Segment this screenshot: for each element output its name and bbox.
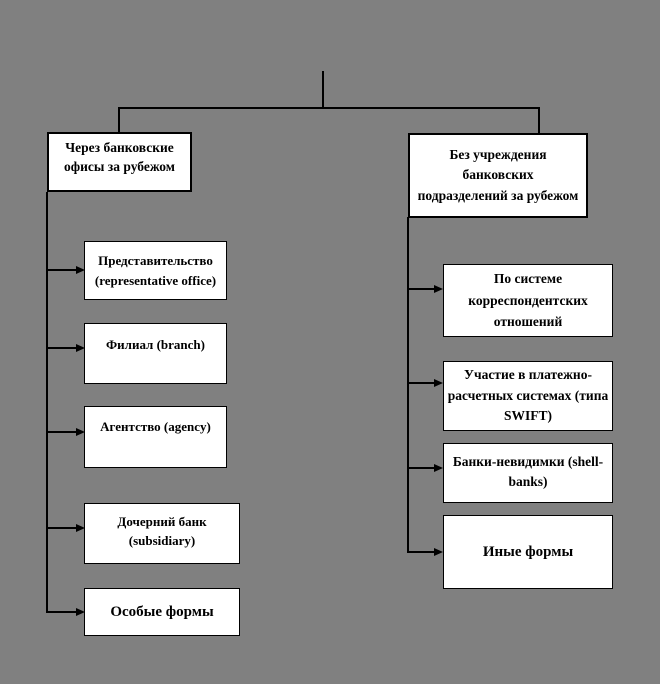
arrow-line-left-3 — [48, 431, 77, 433]
connector-top-horizontal — [119, 107, 540, 109]
node-branch: Филиал (branch) — [84, 323, 227, 384]
node-shell-banks: Банки-невидимки (shell-banks) — [443, 443, 613, 503]
arrow-line-right-3 — [409, 467, 436, 469]
node-representative-office: Представительство (representative office) — [84, 241, 227, 300]
connector-spine-right — [407, 217, 409, 553]
arrowhead-icon — [434, 379, 443, 387]
arrow-line-right-4 — [409, 551, 436, 553]
connector-drop-right-branch — [538, 107, 540, 134]
arrowhead-icon — [434, 464, 443, 472]
connector-spine-left — [46, 192, 48, 613]
node-payment-systems-swift: Участие в платежно-расчетных системах (типа SWIFT) — [443, 361, 613, 431]
node-other-forms: Иные формы — [443, 515, 613, 589]
arrow-line-left-1 — [48, 269, 77, 271]
arrow-line-left-2 — [48, 347, 77, 349]
connector-top-stub — [322, 71, 324, 108]
arrow-line-right-2 — [409, 382, 436, 384]
node-subsidiary-bank: Дочерний банк (subsidiary) — [84, 503, 240, 564]
connector-drop-left-branch — [118, 107, 120, 132]
node-via-bank-offices-abroad: Через банковские офисы за рубежом — [47, 132, 192, 192]
arrowhead-icon — [434, 548, 443, 556]
node-without-bank-units-abroad: Без учреждения банковских подразделений за рубежом — [408, 133, 588, 218]
arrow-line-right-1 — [409, 288, 436, 290]
arrow-line-left-5 — [48, 611, 77, 613]
arrow-line-left-4 — [48, 527, 77, 529]
node-special-forms: Особые формы — [84, 588, 240, 636]
node-correspondent-relations: По системе корреспондентских отношений — [443, 264, 613, 337]
node-agency: Агентство (agency) — [84, 406, 227, 468]
arrowhead-icon — [434, 285, 443, 293]
